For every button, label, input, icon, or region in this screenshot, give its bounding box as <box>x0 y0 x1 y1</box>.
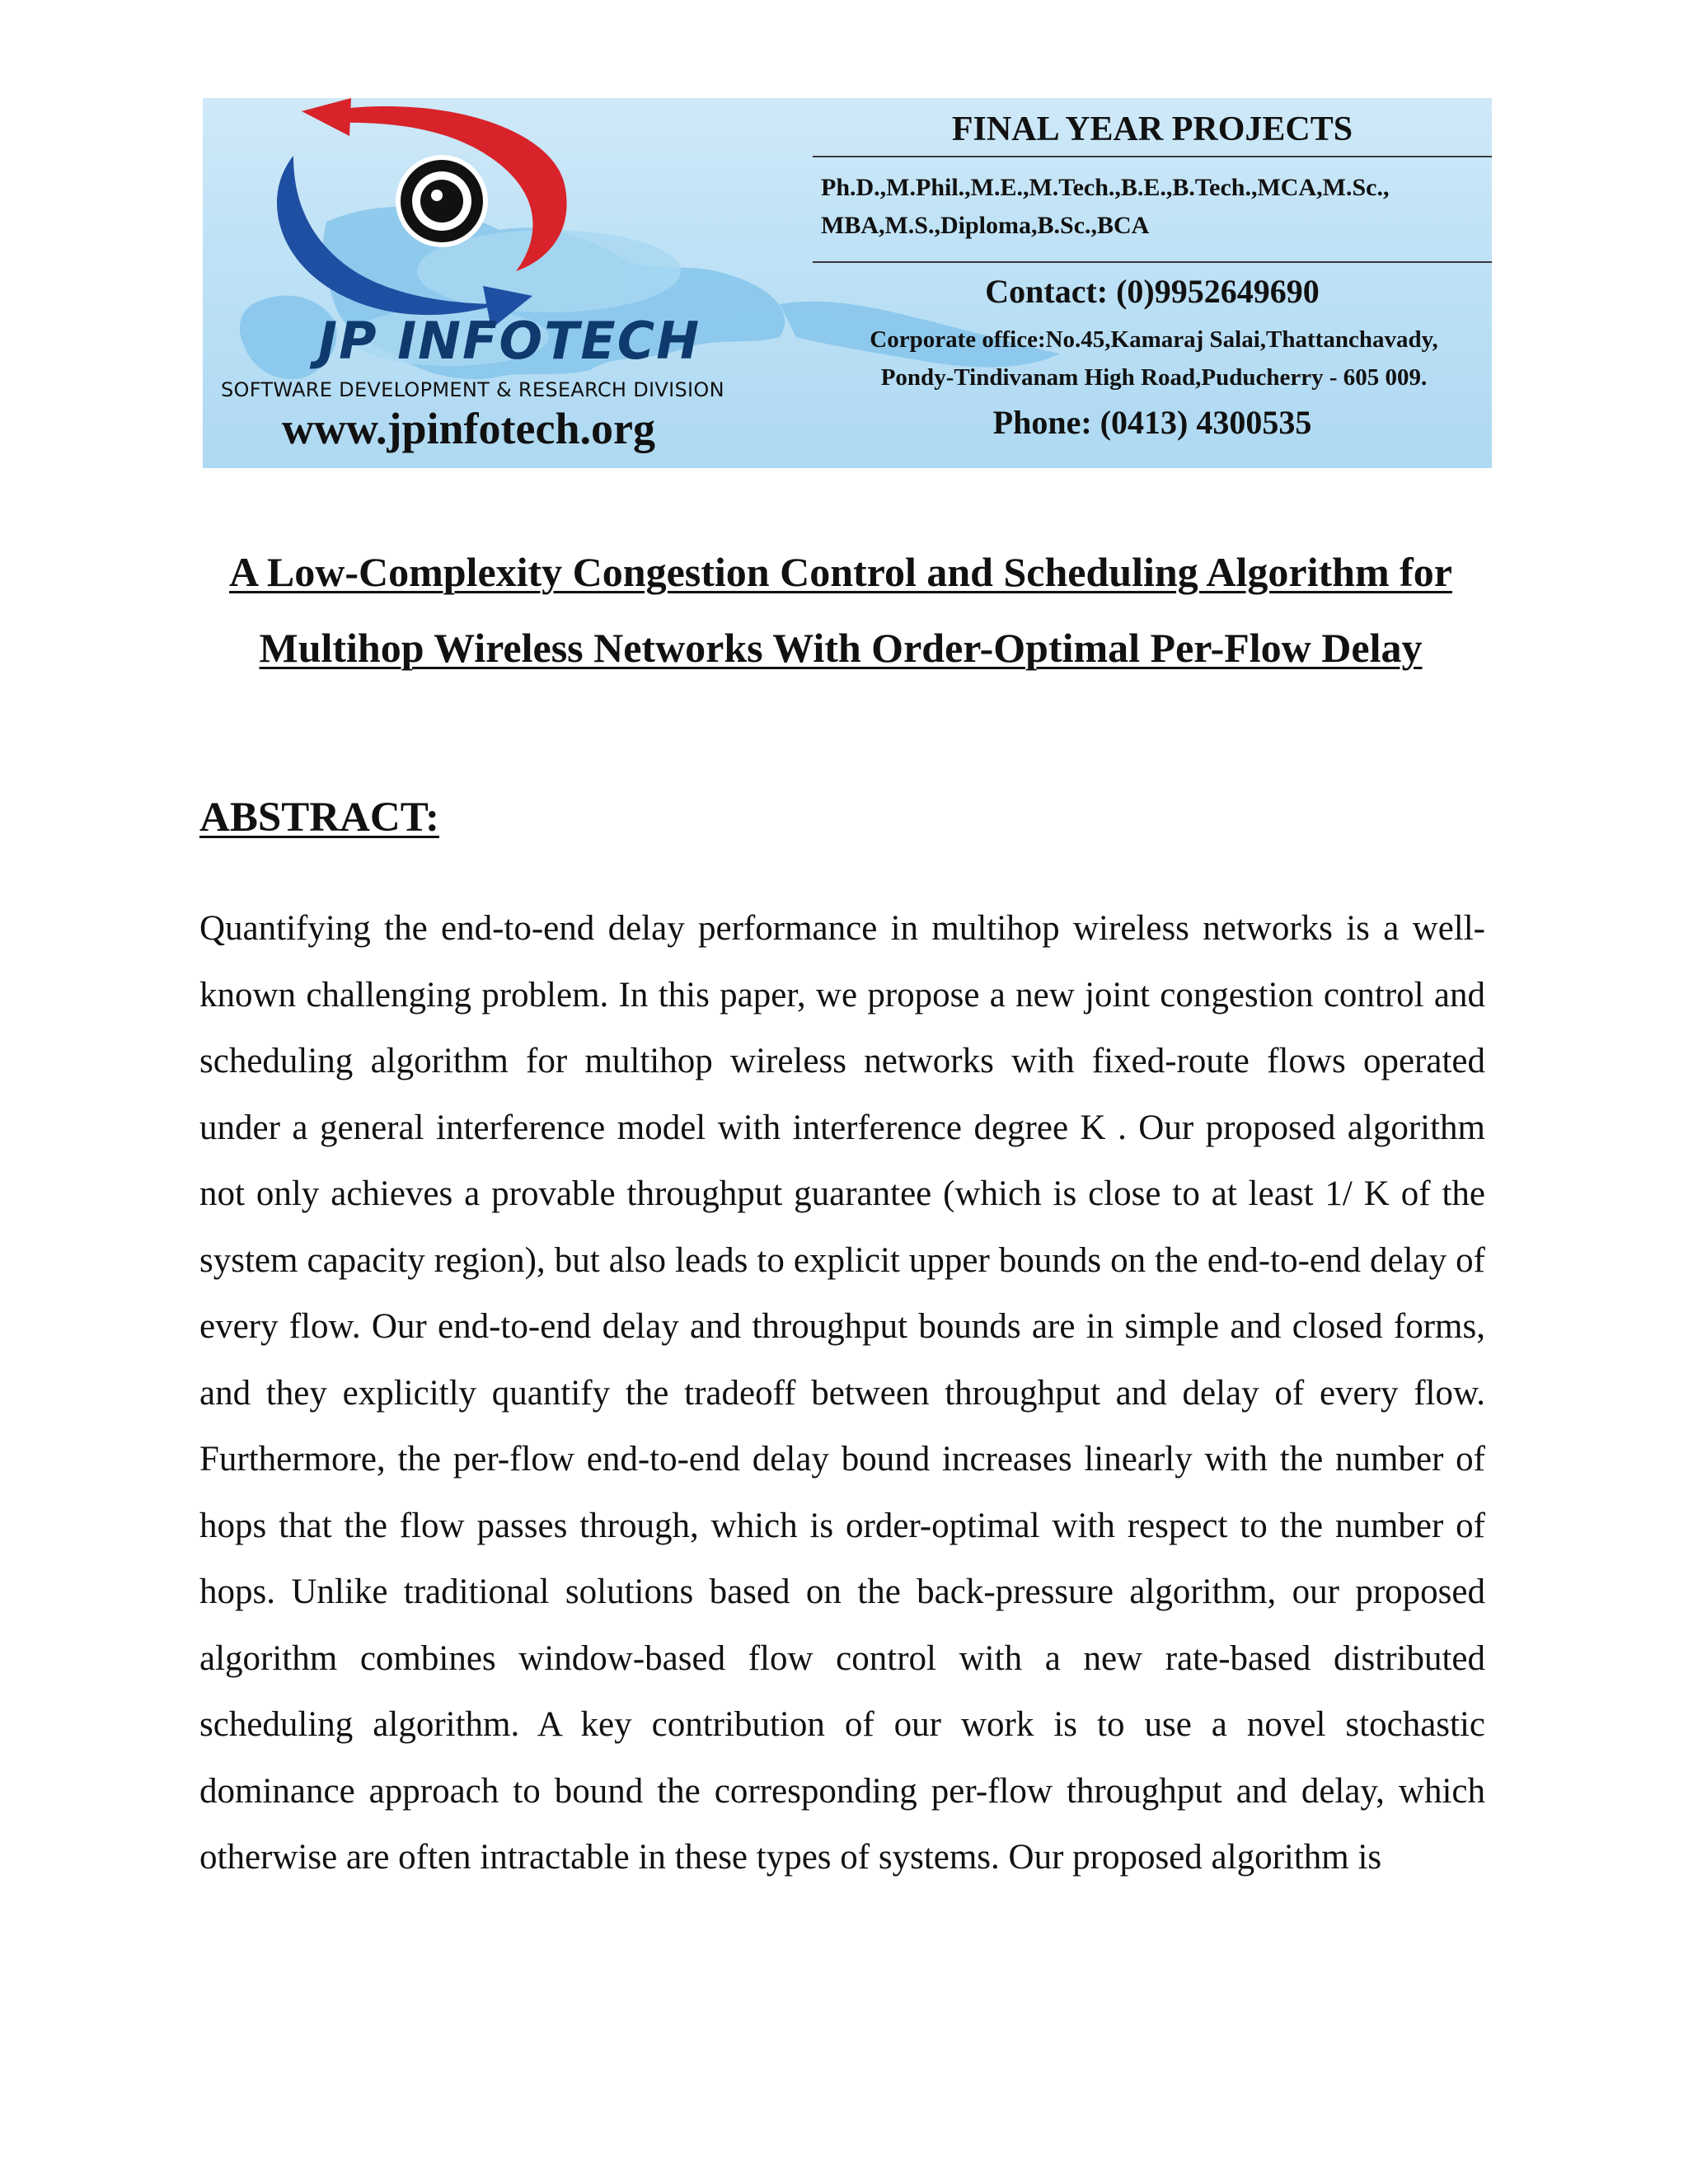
brand-name: JP INFOTECH <box>318 311 701 371</box>
phone-number: Phone: (0413) 4300535 <box>992 404 1312 441</box>
contact-number: Contact: (0)9952649690 <box>985 273 1320 310</box>
banner-heading: FINAL YEAR PROJECTS <box>951 110 1353 148</box>
degrees-list <box>821 169 1489 245</box>
abstract-text: Quantifying the end-to-end delay performance in multihop wireless networks is a well-known challenging problem. In this paper, we propose a new joint congestion control and scheduling algorithm for multihop wireless networks with fixed-route flows operated under a general interference model with interference degree K . Our proposed algorithm not only achieves a provable throughput guarantee (which is close to at least 1/ K of the system capacity region), but also leads to explicit upper bounds on the end-to-end delay of every flow. Our end-to-end delay and throughput bounds are in simple and closed forms, and they explicitly quantify the tradeoff between throughput and delay of every flow. Furthermore, the per-flow end-to-end delay bound increases linearly with the number of hops that the flow passes through, which is order-optimal with respect to the number of hops. Unlike traditional solutions based on the back-pressure algorithm, our proposed algorithm combines window-based flow control with a new rate-based distributed scheduling algorithm. A key contribution of our work is to use a novel stochastic dominance approach to bound the corresponding per-flow throughput and delay, which otherwise are often intractable in these types of systems. Our proposed algorithm is <box>199 909 1485 1877</box>
degrees-line: Ph.D.,M.Phil.,M.E.,M.Tech.,B.E.,B.Tech.,MCA,M.Sc., <box>821 174 1390 201</box>
address-line: Pondy-Tindivanam High Road,Puducherry - 605 009. <box>880 364 1428 391</box>
document-title: A Low-Complexity Congestion Control and Scheduling Algorithm for Multihop Wireless Networks With Order-Optimal Per-Flow Delay <box>229 549 1452 671</box>
office-address <box>816 321 1492 396</box>
brand-tagline: SOFTWARE DEVELOPMENT & RESEARCH DIVISION <box>221 378 724 401</box>
degrees-line: MBA,M.S.,Diploma,B.Sc.,BCA <box>821 212 1150 239</box>
header-banner <box>203 98 1492 468</box>
banner-divider <box>813 156 1492 157</box>
address-line: Corporate office:No.45,Kamaraj Salai,Thattanchavady, <box>870 326 1438 353</box>
banner-contact-panel <box>813 98 1492 468</box>
abstract-heading: ABSTRACT: <box>199 794 439 841</box>
banner-divider <box>813 261 1492 263</box>
website-link[interactable]: www.jpinfotech.org <box>282 404 655 453</box>
target-emblem-icon <box>396 155 488 247</box>
